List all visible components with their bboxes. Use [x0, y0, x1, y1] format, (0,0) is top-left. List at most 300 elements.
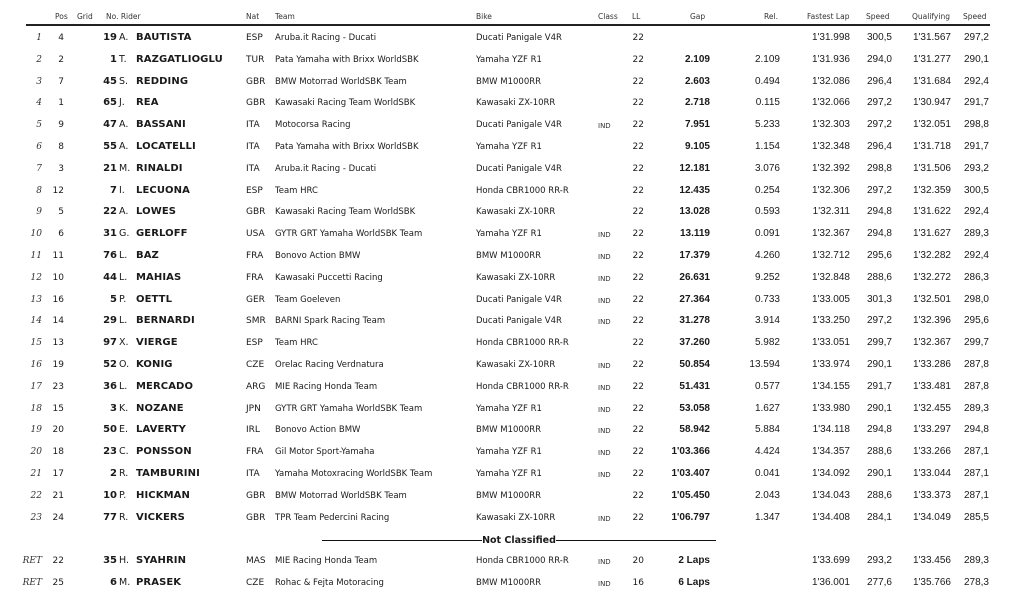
gap-relative: 1.627: [754, 402, 780, 414]
qualifying-time: 1'33.266: [912, 446, 951, 458]
rider-initial: P.: [119, 489, 127, 501]
class-badge: IND: [598, 580, 611, 588]
qualifying-speed: 287,1: [963, 468, 989, 479]
rider-nationality: USA: [246, 229, 265, 240]
bike-model: Kawasaki ZX-10RR: [476, 98, 556, 109]
separator-dash-left: [322, 540, 482, 542]
fastest-lap: 1'32.066: [811, 97, 850, 109]
rider-position: 8: [36, 185, 42, 196]
fastest-lap-speed: 296,4: [866, 75, 892, 87]
header-class: Class: [598, 12, 618, 21]
fastest-lap: 1'32.392: [811, 162, 850, 174]
grid-position: 15: [52, 403, 64, 414]
gap-to-leader: 2.603: [684, 75, 710, 87]
header-rule: [26, 24, 990, 26]
bike-model: Honda CBR1000 RR-R: [476, 556, 569, 566]
rider-nationality: GBR: [246, 98, 266, 109]
rider-position: 5: [36, 120, 42, 131]
team-name: Team HRC: [275, 338, 318, 349]
rider-number: 1: [110, 53, 117, 65]
bike-model: Kawasaki ZX-10RR: [476, 512, 556, 523]
rider-nationality: GBR: [246, 512, 266, 523]
fastest-lap-speed: 293,2: [866, 555, 892, 566]
grid-position: 23: [52, 381, 64, 392]
rider-nationality: ESP: [246, 338, 263, 349]
gap-relative: 5.233: [754, 119, 780, 131]
fastest-lap: 1'31.998: [811, 32, 850, 43]
qualifying-speed: 278,3: [963, 577, 989, 588]
header-gap: Gap: [690, 12, 706, 21]
fastest-lap-speed: 301,3: [866, 293, 892, 305]
laps-completed: 22: [632, 512, 644, 523]
qualifying-time: 1'32.396: [912, 315, 951, 327]
rider-surname: VIERGE: [136, 337, 178, 349]
gap-relative: 5.982: [754, 337, 780, 349]
qualifying-speed: 286,3: [963, 271, 989, 283]
gap-to-leader: 13.028: [679, 206, 710, 218]
rider-initial: P.: [119, 293, 127, 305]
laps-completed: 22: [632, 76, 644, 87]
laps-completed: 22: [632, 294, 644, 305]
rider-initial: C.: [119, 446, 129, 458]
grid-position: 4: [58, 33, 64, 43]
rider-surname: BAZ: [136, 250, 159, 261]
table-row: [0, 202, 1024, 224]
class-badge: IND: [598, 427, 611, 436]
rider-number: 7: [110, 184, 117, 196]
gap-to-leader: 12.181: [679, 162, 710, 174]
rider-position: 6: [36, 142, 42, 152]
grid-position: 25: [52, 578, 64, 588]
table-row: [0, 420, 1024, 442]
rider-surname: RINALDI: [136, 162, 183, 174]
bike-model: Ducati Panigale V4R: [476, 316, 562, 327]
team-name: Orelac Racing Verdnatura: [275, 360, 384, 370]
team-name: Aruba.it Racing - Ducati: [275, 33, 377, 43]
bike-model: BMW M1000RR: [476, 578, 542, 588]
fastest-lap-speed: 288,6: [866, 446, 892, 458]
laps-completed: 22: [632, 98, 644, 109]
table-row: [0, 464, 1024, 486]
rider-number: 36: [103, 380, 117, 392]
rider-initial: T.: [119, 53, 127, 65]
grid-position: 22: [52, 556, 64, 566]
grid-position: 3: [58, 163, 64, 174]
class-badge: IND: [598, 449, 611, 458]
class-badge: IND: [598, 274, 611, 283]
fastest-lap: 1'36.001: [811, 577, 850, 588]
gap-to-leader: 7.951: [684, 119, 710, 131]
not-classified-separator: [313, 535, 725, 546]
rider-nationality: MAS: [246, 556, 266, 566]
rider-initial: O.: [119, 359, 130, 370]
gap-relative: 0.733: [754, 293, 780, 305]
fastest-lap-speed: 291,7: [866, 380, 892, 392]
table-row: [0, 115, 1024, 137]
header-nat: Nat: [246, 12, 260, 21]
qualifying-speed: 299,7: [963, 337, 989, 349]
rider-number: 55: [103, 141, 117, 152]
gap-relative: 13.594: [749, 359, 780, 370]
table-row: [0, 137, 1024, 159]
rider-nationality: CZE: [246, 360, 265, 370]
team-name: Yamaha Motoxracing WorldSBK Team: [275, 469, 433, 479]
rider-initial: X.: [119, 337, 129, 349]
rider-nationality: FRA: [246, 272, 264, 283]
rider-surname: HICKMAN: [136, 489, 190, 501]
fastest-lap-speed: 290,1: [866, 359, 892, 370]
laps-completed: 22: [632, 469, 644, 479]
team-name: Bonovo Action BMW: [275, 251, 361, 261]
header-qual-speed: Speed: [963, 12, 987, 21]
fastest-lap-speed: 300,5: [866, 32, 892, 43]
rider-number: 31: [103, 228, 117, 240]
laps-completed: 20: [632, 556, 644, 566]
class-badge: IND: [598, 558, 611, 566]
table-row: [0, 573, 1024, 595]
laps-completed: 22: [632, 142, 644, 152]
qualifying-time: 1'32.282: [912, 250, 951, 261]
qualifying-time: 1'31.718: [912, 141, 951, 152]
qualifying-time: 1'32.051: [912, 119, 951, 131]
laps-completed: 22: [632, 338, 644, 349]
rider-initial: A.: [119, 32, 129, 43]
rider-surname: OETTL: [136, 293, 173, 305]
rider-initial: I.: [119, 184, 125, 196]
rider-position: 21: [30, 469, 42, 479]
grid-position: 21: [52, 490, 64, 501]
rider-number: 2: [110, 468, 117, 479]
qualifying-speed: 297,2: [963, 32, 989, 43]
table-row: [0, 50, 1024, 72]
grid-position: 6: [58, 229, 64, 240]
gap-relative: 4.424: [754, 446, 780, 458]
class-badge: IND: [598, 231, 611, 240]
qualifying-speed: 293,2: [963, 162, 989, 174]
bike-model: Yamaha YZF R1: [476, 229, 542, 240]
gap-to-leader: 31.278: [679, 315, 710, 327]
qualifying-speed: 287,1: [963, 489, 989, 501]
rider-surname: MERCADO: [136, 380, 194, 392]
header-pos: Pos: [55, 12, 68, 21]
gap-to-leader: 53.058: [679, 402, 710, 414]
team-name: Pata Yamaha with Brixx WorldSBK: [275, 142, 419, 152]
grid-position: 11: [52, 251, 64, 261]
header-speed: Speed: [866, 12, 890, 21]
fastest-lap-speed: 290,1: [866, 468, 892, 479]
qualifying-speed: 290,1: [963, 53, 989, 65]
table-row: [0, 442, 1024, 464]
fastest-lap-speed: 295,6: [866, 250, 892, 261]
qualifying-speed: 291,7: [963, 97, 989, 109]
gap-to-leader: 13.119: [679, 228, 710, 240]
laps-completed: 22: [632, 490, 644, 501]
rider-nationality: TUR: [246, 54, 265, 65]
fastest-lap: 1'33.980: [811, 402, 850, 414]
bike-model: Yamaha YZF R1: [476, 469, 542, 479]
rider-initial: L.: [119, 250, 128, 261]
qualifying-time: 1'33.481: [912, 380, 951, 392]
fastest-lap: 1'34.408: [811, 511, 850, 523]
qualifying-time: 1'31.277: [912, 53, 951, 65]
rider-initial: M.: [119, 577, 131, 588]
team-name: GYTR GRT Yamaha WorldSBK Team: [275, 229, 423, 240]
grid-position: 24: [52, 512, 64, 523]
qualifying-time: 1'30.947: [912, 97, 951, 109]
grid-position: 7: [58, 76, 64, 87]
table-row: [0, 93, 1024, 115]
bike-model: Kawasaki ZX-10RR: [476, 272, 556, 283]
fastest-lap: 1'33.250: [811, 315, 850, 327]
fastest-lap-speed: 294,8: [866, 206, 892, 218]
qualifying-speed: 287,8: [963, 380, 989, 392]
rider-initial: R.: [119, 511, 129, 523]
gap-to-leader: 9.105: [684, 141, 710, 152]
laps-completed: 22: [632, 272, 644, 283]
fastest-lap: 1'34.357: [811, 446, 850, 458]
rider-position: 2: [36, 54, 42, 65]
rider-number: 22: [103, 206, 117, 218]
rider-initial: L.: [119, 315, 128, 327]
qualifying-time: 1'32.359: [912, 184, 951, 196]
not-classified-label: Not Classified: [482, 535, 556, 546]
qualifying-speed: 285,5: [963, 511, 989, 523]
rider-nationality: GBR: [246, 490, 266, 501]
gap-relative: 3.914: [754, 315, 780, 327]
class-badge: IND: [598, 383, 611, 392]
laps-completed: 22: [632, 54, 644, 65]
rider-position: 20: [30, 447, 42, 458]
rider-initial: M.: [119, 162, 131, 174]
team-name: Aruba.it Racing - Ducati: [275, 163, 377, 174]
laps-completed: 22: [632, 381, 644, 392]
class-badge: IND: [598, 318, 611, 327]
rider-initial: L.: [119, 271, 128, 283]
rider-surname: LECUONA: [136, 184, 190, 196]
bike-model: Yamaha YZF R1: [476, 142, 542, 152]
grid-position: 19: [52, 360, 64, 370]
table-row: [0, 246, 1024, 268]
rider-nationality: ARG: [246, 381, 266, 392]
rider-position: 14: [30, 316, 42, 327]
qualifying-speed: 300,5: [963, 184, 989, 196]
bike-model: Ducati Panigale V4R: [476, 33, 562, 43]
gap-relative: 0.494: [754, 75, 780, 87]
grid-position: 14: [52, 316, 64, 327]
team-name: MIE Racing Honda Team: [275, 556, 378, 566]
gap-relative: 0.593: [754, 206, 780, 218]
rider-initial: E.: [119, 424, 129, 436]
rider-surname: BAUTISTA: [136, 32, 192, 43]
team-name: Rohac & Fejta Motoracing: [275, 578, 384, 588]
laps-completed: 22: [632, 229, 644, 240]
team-name: Bonovo Action BMW: [275, 425, 361, 436]
qualifying-speed: 298,8: [963, 119, 989, 131]
grid-position: 13: [52, 338, 64, 349]
bike-model: Kawasaki ZX-10RR: [476, 360, 556, 370]
rider-nationality: ITA: [246, 142, 260, 152]
rider-initial: S.: [119, 75, 129, 87]
gap-to-leader: 26.631: [679, 271, 710, 283]
gap-to-leader: 58.942: [679, 424, 710, 436]
bike-model: BMW M1000RR: [476, 425, 542, 436]
rider-number: 52: [103, 359, 117, 370]
rider-surname: KONIG: [136, 359, 173, 370]
gap-to-leader: 17.379: [679, 250, 710, 261]
separator-dash-right: [556, 540, 716, 542]
gap-to-leader: 1'06.797: [671, 511, 710, 523]
laps-completed: 22: [632, 447, 644, 458]
grid-position: 16: [52, 294, 64, 305]
table-row: [0, 311, 1024, 333]
fastest-lap-speed: 297,2: [866, 119, 892, 131]
fastest-lap-speed: 294,0: [866, 53, 892, 65]
rider-nationality: SMR: [246, 316, 266, 327]
qualifying-time: 1'33.286: [912, 359, 951, 370]
fastest-lap: 1'32.367: [811, 228, 850, 240]
rider-number: 21: [103, 162, 117, 174]
qualifying-time: 1'32.272: [912, 271, 951, 283]
qualifying-speed: 289,3: [963, 555, 989, 566]
grid-position: 10: [52, 272, 64, 283]
table-row: [0, 28, 1024, 50]
team-name: BARNI Spark Racing Team: [275, 316, 386, 327]
gap-to-leader: 6 Laps: [678, 577, 710, 588]
qualifying-time: 1'31.567: [912, 32, 951, 43]
rider-nationality: ESP: [246, 33, 263, 43]
qualifying-speed: 295,6: [963, 315, 989, 327]
qualifying-speed: 289,3: [963, 228, 989, 240]
header-rel: Rel.: [764, 12, 778, 21]
rider-number: 10: [103, 489, 117, 501]
fastest-lap-speed: 284,1: [866, 511, 892, 523]
team-name: Gil Motor Sport-Yamaha: [275, 447, 375, 458]
rider-initial: K.: [119, 402, 129, 414]
grid-position: 12: [52, 185, 64, 196]
class-badge: IND: [598, 122, 611, 131]
laps-completed: 22: [632, 207, 644, 218]
rider-initial: L.: [119, 380, 128, 392]
grid-position: 8: [58, 142, 64, 152]
team-name: BMW Motorrad WorldSBK Team: [275, 76, 407, 87]
gap-relative: 0.091: [754, 228, 780, 240]
fastest-lap: 1'33.699: [811, 555, 850, 566]
rider-number: 19: [103, 32, 117, 43]
rider-number: 5: [110, 293, 117, 305]
rider-initial: A.: [119, 206, 129, 218]
gap-to-leader: 2.109: [684, 53, 710, 65]
header-no-rider: No. Rider: [106, 12, 141, 21]
class-badge: IND: [598, 405, 611, 414]
bike-model: Ducati Panigale V4R: [476, 120, 562, 131]
gap-to-leader: 12.435: [679, 184, 710, 196]
class-badge: IND: [598, 362, 611, 370]
rider-surname: RAZGATLIOGLU: [136, 53, 223, 65]
rider-position: 23: [30, 512, 42, 523]
gap-relative: 5.884: [754, 424, 780, 436]
fastest-lap: 1'32.712: [811, 250, 850, 261]
bike-model: BMW M1000RR: [476, 490, 542, 501]
rider-number: 6: [110, 577, 117, 588]
bike-model: Kawasaki ZX-10RR: [476, 207, 556, 218]
team-name: TPR Team Pedercini Racing: [275, 512, 390, 523]
rider-initial: A.: [119, 141, 129, 152]
fastest-lap: 1'32.086: [811, 75, 850, 87]
bike-model: Honda CBR1000 RR-R: [476, 381, 569, 392]
grid-position: 2: [58, 54, 64, 65]
class-badge: IND: [598, 514, 611, 523]
header-qualifying: Qualifying: [912, 12, 950, 21]
grid-position: 9: [58, 120, 64, 131]
laps-completed: 22: [632, 163, 644, 174]
qualifying-time: 1'31.506: [912, 162, 951, 174]
fastest-lap: 1'33.974: [811, 359, 850, 370]
rider-nationality: GER: [246, 294, 265, 305]
bike-model: Yamaha YZF R1: [476, 403, 542, 414]
laps-completed: 22: [632, 425, 644, 436]
qualifying-speed: 294,8: [963, 424, 989, 436]
rider-surname: BASSANI: [136, 119, 186, 131]
fastest-lap-speed: 277,6: [866, 577, 892, 588]
fastest-lap-speed: 298,8: [866, 162, 892, 174]
rider-number: 45: [103, 75, 117, 87]
rider-position: 9: [36, 207, 42, 218]
team-name: Kawasaki Racing Team WorldSBK: [275, 98, 416, 109]
qualifying-speed: 287,1: [963, 446, 989, 458]
gap-relative: 1.154: [754, 141, 780, 152]
bike-model: Honda CBR1000 RR-R: [476, 338, 569, 349]
table-row: [0, 181, 1024, 203]
laps-completed: 16: [632, 578, 644, 588]
rider-nationality: ESP: [246, 185, 263, 196]
rider-nationality: JPN: [246, 403, 261, 414]
qualifying-speed: 292,4: [963, 75, 989, 87]
rider-surname: REDDING: [136, 75, 189, 87]
header-fastest-lap: Fastest Lap: [807, 12, 850, 21]
table-row: [0, 72, 1024, 94]
rider-initial: G.: [119, 228, 130, 240]
gap-to-leader: 2 Laps: [678, 555, 710, 566]
rider-position: RET: [22, 578, 42, 588]
rider-initial: J.: [119, 97, 125, 109]
bike-model: Honda CBR1000 RR-R: [476, 185, 569, 196]
gap-to-leader: 1'03.366: [671, 446, 710, 458]
rider-number: 76: [103, 250, 117, 261]
fastest-lap: 1'34.118: [812, 424, 850, 436]
rider-number: 77: [103, 511, 117, 523]
bike-model: Ducati Panigale V4R: [476, 294, 562, 305]
team-name: BMW Motorrad WorldSBK Team: [275, 490, 407, 501]
qualifying-time: 1'33.373: [912, 489, 951, 501]
class-badge: IND: [598, 253, 611, 261]
qualifying-speed: 289,3: [963, 402, 989, 414]
gap-relative: 3.076: [754, 162, 780, 174]
rider-nationality: GBR: [246, 207, 266, 218]
bike-model: BMW M1000RR: [476, 251, 542, 261]
table-row: [0, 486, 1024, 508]
team-name: Kawasaki Puccetti Racing: [275, 272, 383, 283]
table-row: [0, 268, 1024, 290]
grid-position: 1: [58, 98, 64, 109]
gap-relative: 2.109: [754, 53, 780, 65]
gap-relative: 9.252: [754, 271, 780, 283]
rider-position: 15: [30, 338, 42, 349]
class-badge: IND: [598, 296, 611, 305]
qualifying-time: 1'32.367: [912, 337, 951, 349]
bike-model: BMW M1000RR: [476, 76, 542, 87]
fastest-lap-speed: 297,2: [866, 184, 892, 196]
table-row: [0, 551, 1024, 573]
